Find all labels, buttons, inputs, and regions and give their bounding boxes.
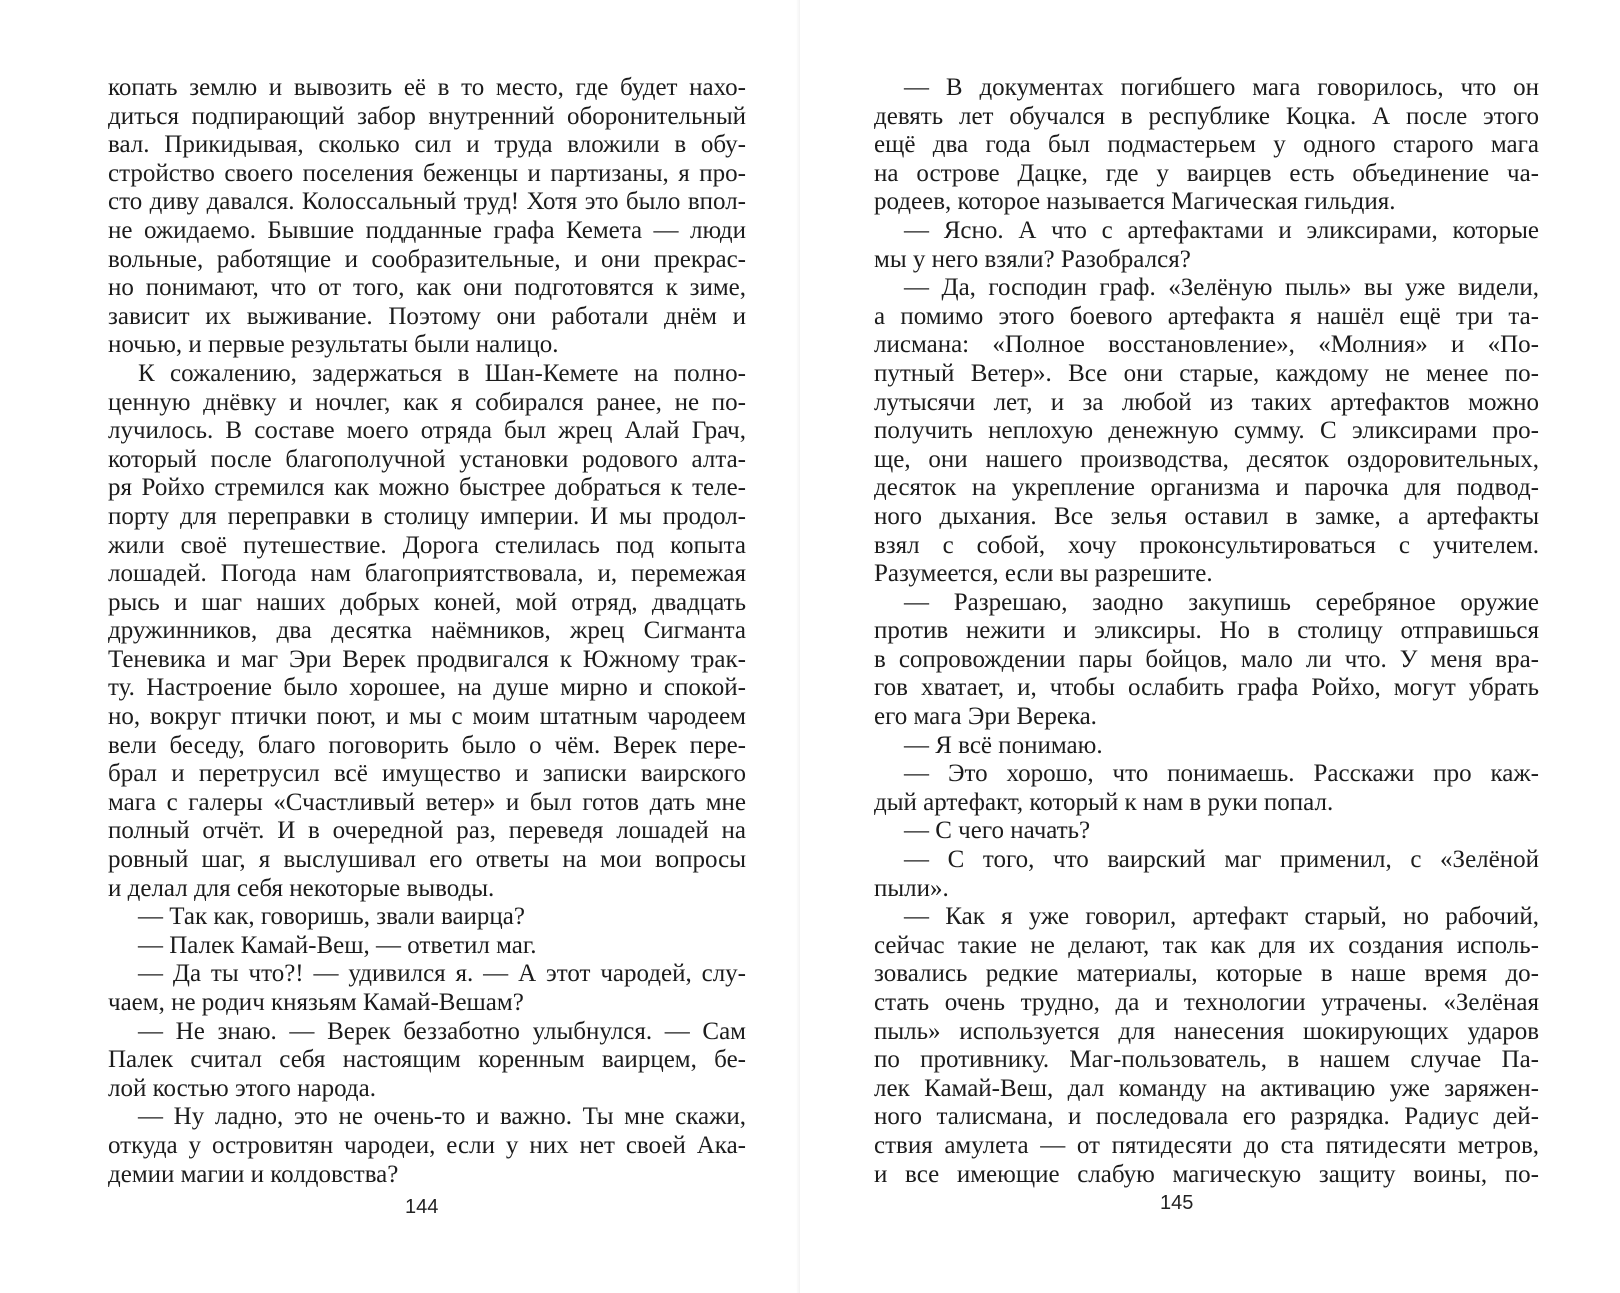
text-line: ценную днёвку и ночлег, как я собирался ранее, не по- (108, 388, 746, 416)
text-line: ного дыхания. Все зелья оставил в замке, а артефакты (874, 502, 1539, 530)
text-line: зависит их выживание. Поэтому они работали днём и (108, 302, 746, 330)
text-line: сто диву давался. Колоссальный труд! Хотя это было впол- (108, 188, 746, 216)
text-line: мага с галеры «Счастливый ветер» и был готов дать мне (108, 788, 746, 816)
text-line: пыль» используется для нанесения шокирующих ударов (874, 1017, 1539, 1045)
text-line: — Как я уже говорил, артефакт старый, но рабочий, (904, 903, 1539, 931)
text-line: чаем, не родич князьям Камай-Вешам? (108, 989, 524, 1016)
text-line: ещё два года был подмастерьем у одного старого мага (874, 131, 1539, 159)
text-line: лошадей. Погода нам благоприятствовала, и, перемежая (108, 560, 746, 588)
text-line: десяток на укрепление организма и парочка для подвод- (874, 474, 1539, 502)
text-line: К сожалению, задержаться в Шан-Кемете на полно- (138, 359, 746, 387)
text-line: получить неплохую денежную сумму. С эликсирами про- (874, 417, 1539, 445)
text-line: — Палек Камай-Веш, — ответил маг. (138, 931, 537, 959)
text-line: полный отчёт. И в очередной раз, переведя лошадей на (108, 817, 746, 845)
text-line: — С того, что ваирский маг применил, с «Зелёной (904, 846, 1539, 874)
text-line: ту. Настроение было хорошее, на душе мирно и спокой- (108, 674, 746, 702)
text-line: а помимо этого боевого артефакта я нашёл ещё три та- (874, 302, 1539, 330)
text-line: мы у него взяли? Разобрался? (874, 245, 1191, 273)
right-page (800, 0, 1620, 1293)
text-line: зовались редкие материалы, которые в наше время до- (874, 960, 1539, 988)
text-line: — Я всё понимаю. (904, 731, 1103, 759)
text-line: лисмана: «Полное восстановление», «Молния» и «По- (874, 331, 1539, 359)
text-line: лучилось. В составе моего отряда был жрец Алай Грач, (108, 417, 746, 445)
text-line: путный Ветер». Все они старые, каждому не менее по- (874, 359, 1539, 387)
text-line: ровный шаг, я выслушивал его ответы на мои вопросы (108, 846, 746, 874)
text-line: родеев, которое называется Магическая гильдия. (874, 188, 1396, 216)
text-line: — Это хорошо, что понимаешь. Расскажи про каж- (904, 760, 1539, 788)
text-line: вольные, работящие и сообразительные, и они прекрас- (108, 245, 746, 273)
text-line: в сопровождении пары бойцов, мало ли что. У меня вра- (874, 645, 1539, 673)
text-line: рысь и шаг наших добрых коней, мой отряд, двадцать (108, 588, 746, 616)
text-line: девять лет обучался в республике Коцка. А после этого (874, 102, 1539, 130)
text-line: — С чего начать? (904, 817, 1091, 845)
right-page-number: 145 (1160, 1192, 1194, 1214)
text-line: по противнику. Маг-пользователь, в нашем случае Па- (874, 1046, 1539, 1074)
text-line: — Разрешаю, заодно закупишь серебряное оружие (904, 588, 1539, 616)
text-line: и делал для себя некоторые выводы. (108, 874, 495, 902)
text-line: но понимают, что от того, как они подготовятся к зиме, (108, 274, 746, 302)
text-line: его мага Эри Верека. (874, 703, 1097, 731)
text-line: — В документах погибшего мага говорилось, что он (904, 74, 1539, 101)
text-line: — Ясно. А что с артефактами и эликсирами, которые (904, 216, 1539, 244)
text-line: дый артефакт, который к нам в руки попал. (874, 788, 1334, 816)
text-line: диться подпирающий забор внутренний оборонительный (108, 102, 746, 130)
text-line: брал и перетрусил всё имущество и записки ваирского (108, 760, 746, 788)
text-line: жили своё путешествие. Дорога стелилась под копыта (108, 531, 746, 559)
text-line: ночью, и первые результаты были налицо. (108, 331, 559, 359)
text-line: против нежити и эликсиры. Но в столицу отправишься (874, 617, 1539, 645)
text-line: взял с собой, хочу проконсультироваться с учителем. (874, 531, 1539, 559)
text-line: ного талисмана, и последовала его разрядка. Радиус дей- (874, 1103, 1539, 1131)
text-line: — Да, господин граф. «Зелёную пыль» вы уже видели, (904, 274, 1539, 302)
text-line: не ожидаемо. Бывшие подданные графа Кемета — люди (108, 216, 746, 244)
text-line: — Так как, говоришь, звали ваирца? (138, 903, 525, 931)
text-line: Теневика и маг Эри Верек продвигался к Южному трак- (108, 645, 746, 673)
text-line: который после благополучной установки родового алта- (108, 445, 746, 473)
left-page-text (108, 74, 746, 1189)
text-line: — Ну ладно, это не очень-то и важно. Ты мне скажи, (138, 1103, 746, 1131)
text-line: лутысячи лет, и за любой из таких артефактов можно (874, 388, 1539, 416)
text-line: Разумеется, если вы разрешите. (874, 560, 1213, 588)
text-line: ще, они нашего производства, десяток оздоровительных, (874, 445, 1539, 473)
text-line: стать очень трудно, да и технологии утрачены. «Зелёная (874, 989, 1539, 1016)
text-line: откуда у островитян чародеи, если у них нет своей Ака- (108, 1131, 746, 1159)
text-line: на острове Дацке, где у ваирцев есть объединение ча- (874, 159, 1539, 187)
text-line: сейчас такие не делают, так как для их создания исполь- (874, 931, 1539, 959)
text-line: вели беседу, благо поговорить было о чём. Верек пере- (108, 731, 746, 759)
text-line: и все имеющие слабую магическую защиту воины, по- (874, 1160, 1539, 1188)
left-page-number: 144 (405, 1196, 439, 1218)
text-line: ствия амулета — от пятидесяти до ста пятидесяти метров, (874, 1131, 1539, 1159)
text-line: Палек считал себя настоящим коренным ваирцем, бе- (108, 1046, 746, 1074)
left-page (0, 0, 800, 1293)
text-line: стройство своего поселения беженцы и партизаны, я про- (108, 159, 746, 187)
text-line: пыли». (874, 874, 949, 902)
text-line: демии магии и колдовства? (108, 1160, 399, 1188)
text-line: лек Камай-Веш, дал команду на активацию уже заряжен- (874, 1074, 1539, 1102)
text-line: — Не знаю. — Верек беззаботно улыбнулся. — Сам (138, 1017, 746, 1045)
text-line: ря Ройхо стремился как можно быстрее добраться к теле- (108, 474, 746, 502)
text-line: гов хватает, и, чтобы ослабить графа Ройхо, могут убрать (874, 674, 1539, 702)
right-page-text (874, 74, 1539, 1189)
text-line: — Да ты что?! — удивился я. — А этот чародей, слу- (138, 960, 746, 988)
text-line: порту для переправки в столицу империи. И мы продол- (108, 502, 746, 530)
text-line: но, вокруг птички поют, и мы с моим штатным чародеем (108, 703, 746, 731)
text-line: вал. Прикидывая, сколько сил и труда вложили в обу- (108, 131, 746, 159)
text-line: копать землю и вывозить её в то место, где будет нахо- (108, 74, 746, 101)
text-line: лой костью этого народа. (108, 1074, 376, 1102)
text-line: дружинников, два десятка наёмников, жрец Сигманта (108, 617, 746, 645)
